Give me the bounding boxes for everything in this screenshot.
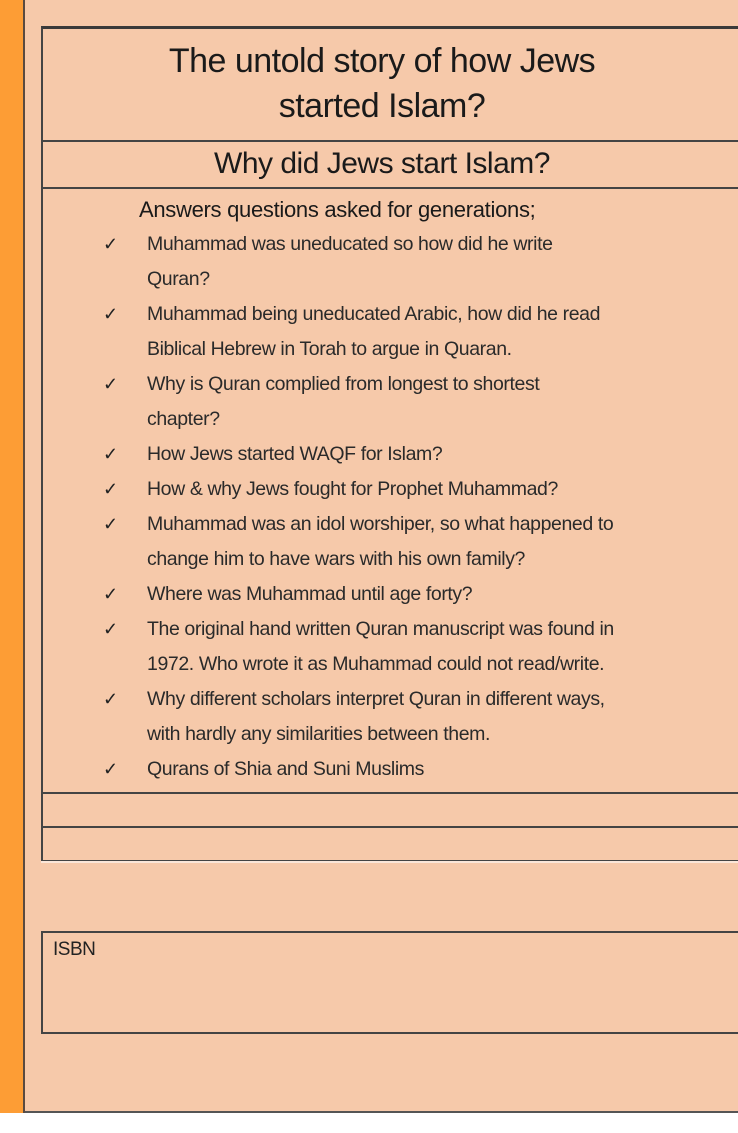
question-text: Muhammad was uneducated so how did he write Quran?	[147, 233, 553, 290]
divider-line	[41, 861, 738, 863]
question-text: Where was Muhammad until age forty?	[147, 583, 473, 605]
question-item	[43, 682, 738, 752]
check-icon: ✓	[103, 304, 118, 324]
questions-row	[43, 189, 738, 794]
question-text: The original hand written Quran manuscript was found in 1972. Who wrote it as Muhammad could not read/write.	[147, 618, 614, 675]
orange-spine-bar	[0, 0, 25, 1113]
question-text: How Jews started WAQF for Islam?	[147, 443, 443, 465]
isbn-box	[41, 931, 738, 1034]
question-item	[43, 577, 738, 612]
question-item	[43, 472, 738, 507]
check-icon: ✓	[103, 584, 118, 604]
question-text: Muhammad being uneducated Arabic, how did he read Biblical Hebrew in Torah to argue in Quaran.	[147, 303, 601, 360]
check-icon: ✓	[103, 619, 118, 639]
check-icon: ✓	[103, 759, 118, 779]
questions-list	[43, 227, 738, 787]
question-text: Why different scholars interpret Quran in different ways, with hardly any similarities between them.	[147, 688, 605, 745]
book-title: The untold story of how Jews started Islam?	[168, 42, 596, 125]
question-item	[43, 227, 738, 297]
question-item	[43, 752, 738, 787]
question-text: Muhammad was an idol worshiper, so what happened to change him to have wars with his own family?	[147, 513, 614, 570]
check-icon: ✓	[103, 234, 118, 254]
empty-row	[43, 828, 738, 862]
title-row	[43, 29, 738, 142]
question-item	[43, 507, 738, 577]
check-icon: ✓	[103, 444, 118, 464]
cover-content-table	[41, 26, 738, 862]
isbn-label: ISBN	[53, 939, 96, 960]
check-icon: ✓	[103, 374, 118, 394]
question-item	[43, 297, 738, 367]
book-subtitle: Why did Jews start Islam?	[214, 147, 550, 180]
check-icon: ✓	[103, 689, 118, 709]
question-item	[43, 437, 738, 472]
question-text: Qurans of Shia and Suni Muslims	[147, 758, 424, 780]
question-item	[43, 612, 738, 682]
check-icon: ✓	[103, 514, 118, 534]
question-item	[43, 367, 738, 437]
check-icon: ✓	[103, 479, 118, 499]
question-text: Why is Quran complied from longest to shortest chapter?	[147, 373, 540, 430]
subtitle-row	[43, 142, 738, 189]
question-text: How & why Jews fought for Prophet Muhammad?	[147, 478, 558, 500]
questions-intro: Answers questions asked for generations;	[139, 197, 536, 222]
empty-row	[43, 794, 738, 828]
